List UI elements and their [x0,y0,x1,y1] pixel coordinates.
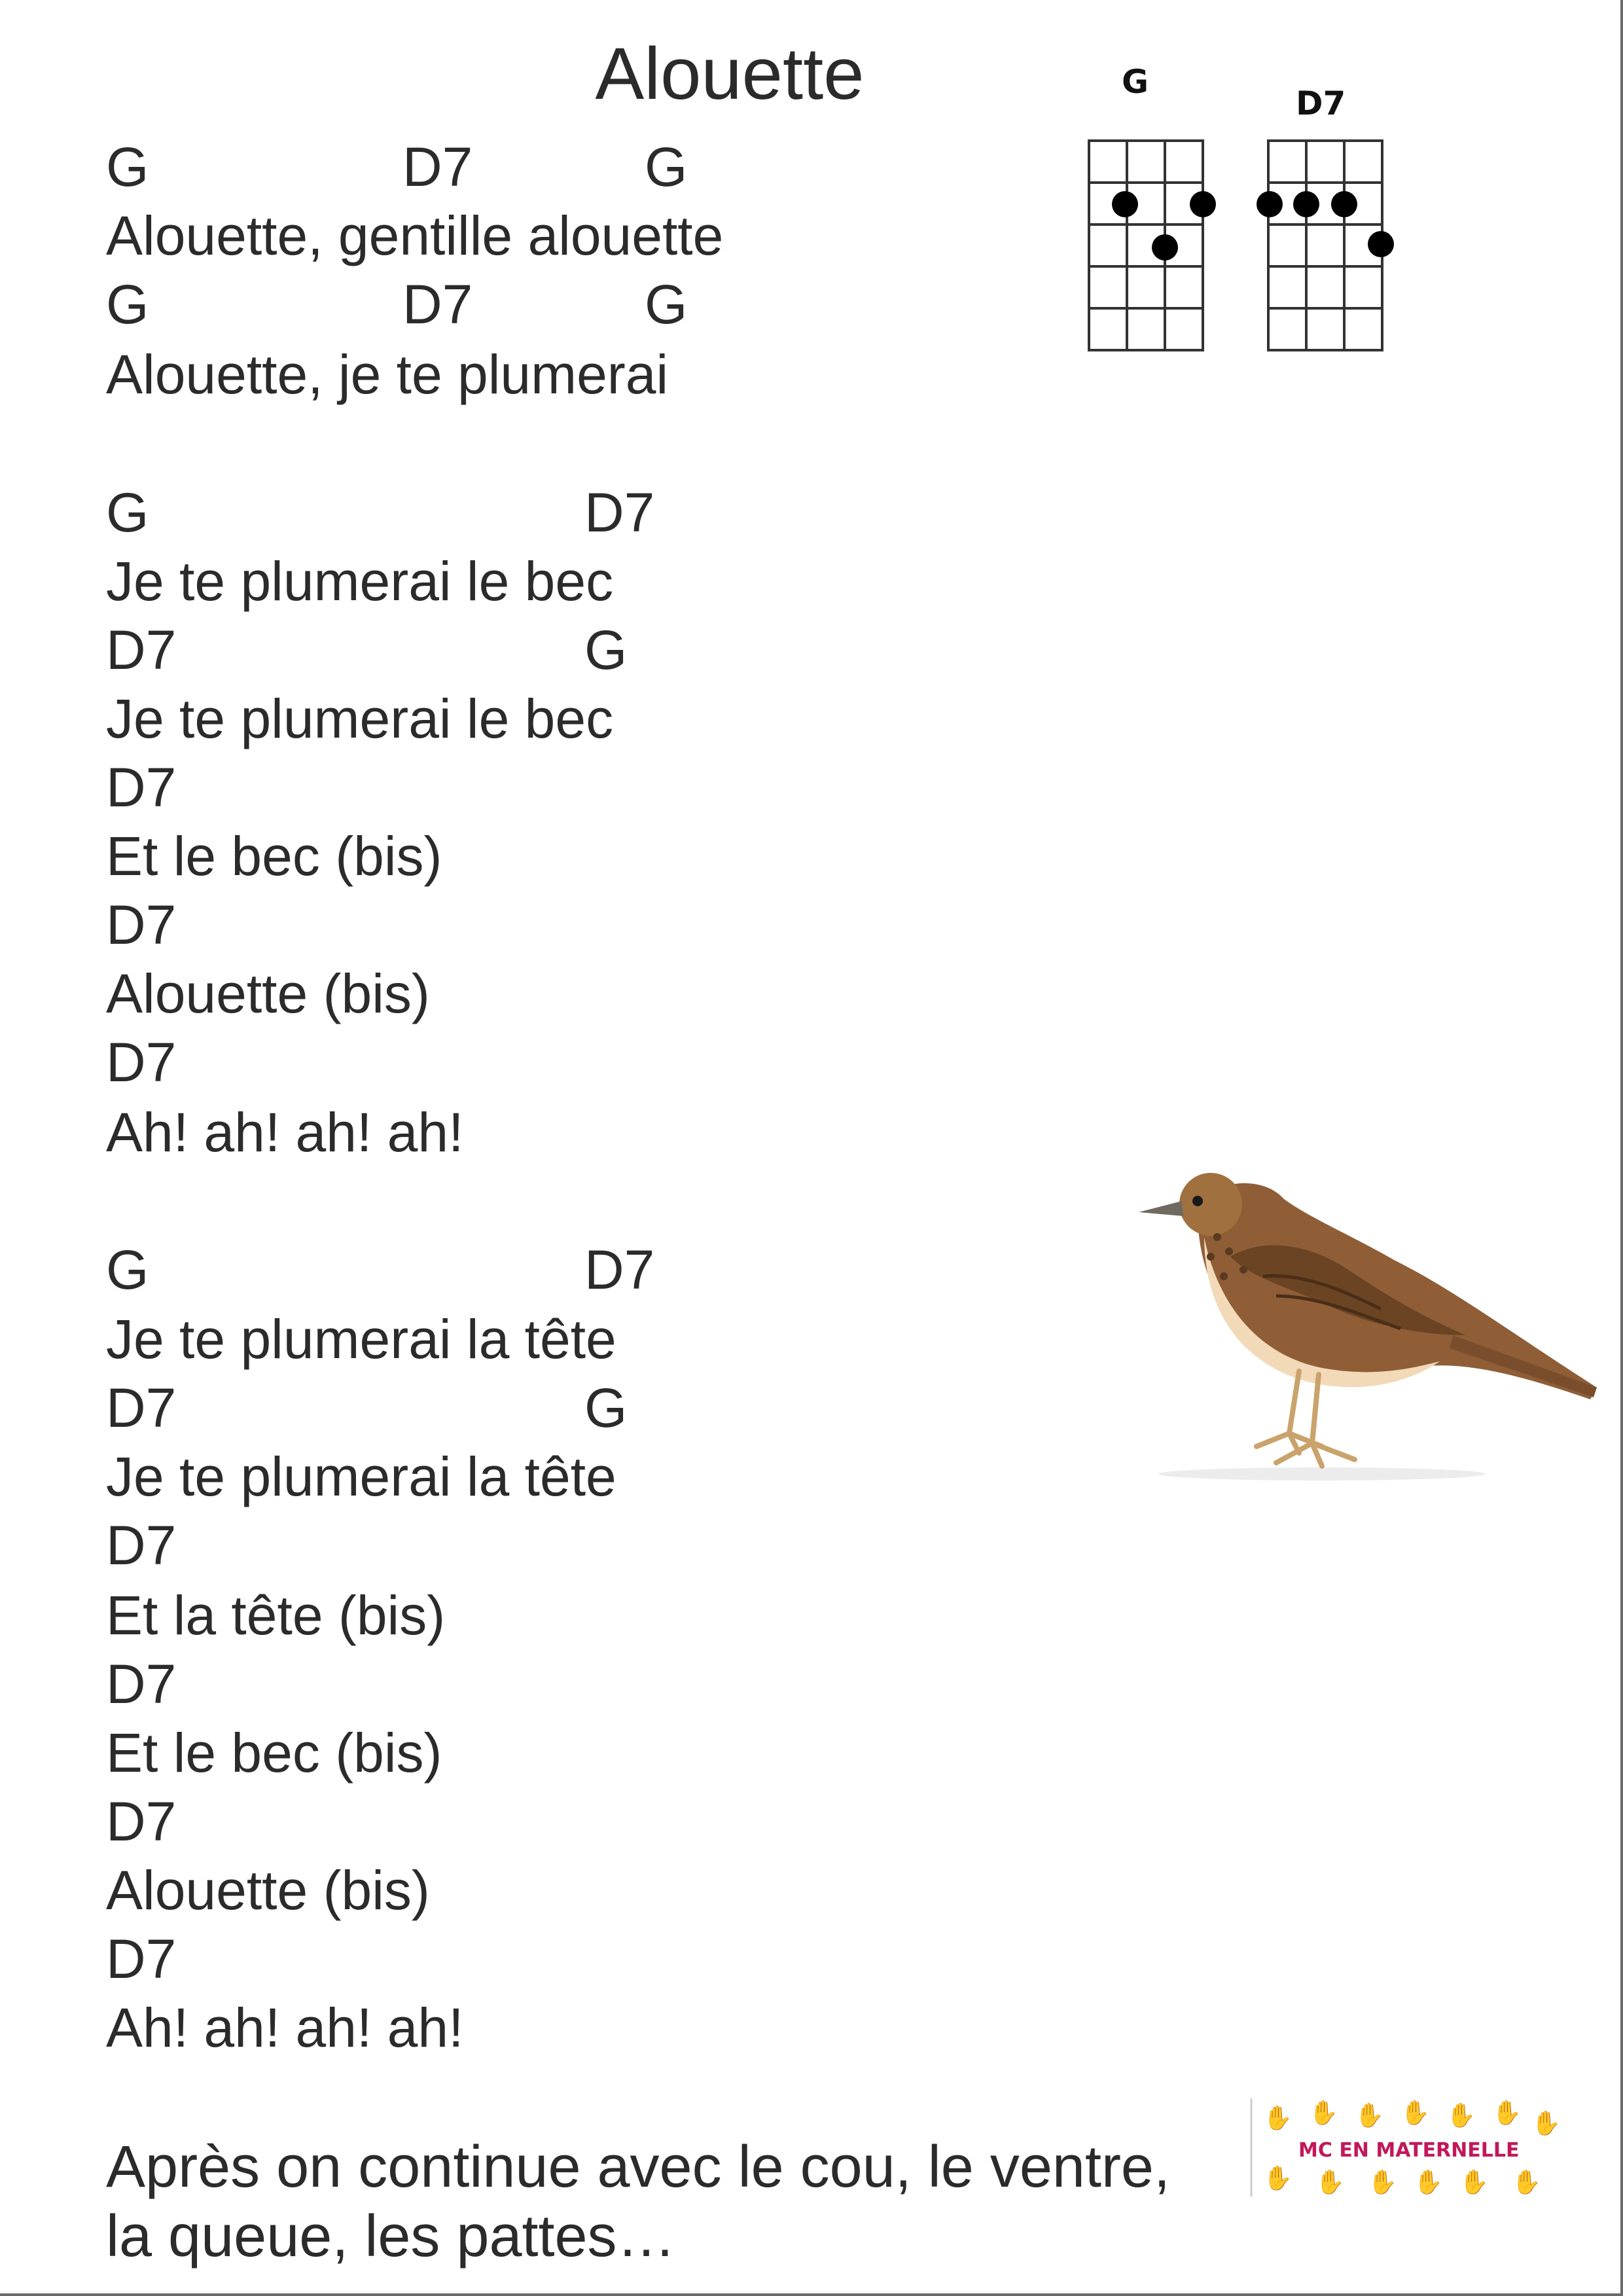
page-title: Alouette [595,33,865,115]
svg-text:✋: ✋ [1309,2100,1338,2126]
chord: D7 [106,619,177,681]
chord: D7 [106,1377,177,1439]
svg-text:✋: ✋ [1315,2169,1345,2196]
logo-text: MC EN MATERNELLE [1298,2139,1520,2162]
lyric-line: Ah! ah! ah! ah! [106,1997,464,2058]
svg-text:✋: ✋ [1355,2102,1384,2129]
lyric-line: Je te plumerai la tête [106,1446,616,1507]
chord: D7 [402,274,473,335]
svg-text:✋: ✋ [1263,2105,1293,2132]
lark-illustration [1113,1139,1610,1505]
chord: D7 [584,482,655,543]
lyric-line: Et le bec (bis) [106,1722,442,1784]
chord-diagram-d7 [1257,134,1400,357]
footer-line-1: Après on continue avec le cou, le ventre, [106,2134,1170,2200]
chord: D7 [106,1928,177,1990]
lyric-line: Alouette, gentille alouette [106,205,724,266]
footer-line-2: la queue, les pattes… [106,2204,676,2269]
svg-text:✋: ✋ [1368,2169,1397,2196]
chord: D7 [106,1653,177,1715]
chord: D7 [106,894,177,956]
svg-text:✋: ✋ [1263,2165,1293,2192]
chord: G [645,274,688,335]
lyric-line: Alouette, je te plumerai [106,344,669,405]
lyric-line: Et la tête (bis) [106,1585,446,1646]
chord: G [584,1377,628,1439]
svg-text:✋: ✋ [1459,2169,1489,2196]
chord: D7 [402,136,473,198]
svg-text:✋: ✋ [1512,2169,1541,2196]
chord-diagram-g-label: G [1122,63,1149,101]
lyric-line: Je te plumerai la tête [106,1308,616,1370]
chord: G [645,136,688,198]
mc-en-maternelle-logo [1243,2094,1561,2199]
chord: G [106,482,149,543]
lyric-line: Alouette (bis) [106,963,430,1024]
svg-text:✋: ✋ [1531,2110,1561,2137]
svg-text:✋: ✋ [1446,2102,1476,2129]
lyric-line: Et le bec (bis) [106,825,442,887]
lyric-line: Ah! ah! ah! ah! [106,1102,464,1163]
chord: G [584,619,628,681]
chord: G [106,274,149,335]
chord: G [106,136,149,198]
chord: D7 [106,1791,177,1852]
chord: G [106,1239,149,1300]
chord-diagram-d7-label: D7 [1296,84,1346,122]
chord: D7 [106,757,177,818]
chord: D7 [106,1031,177,1093]
svg-text:✋: ✋ [1400,2100,1430,2126]
chord: D7 [584,1239,655,1300]
svg-text:✋: ✋ [1414,2169,1443,2196]
lyric-line: Je te plumerai le bec [106,550,614,612]
svg-text:✋: ✋ [1492,2100,1522,2126]
footer-note [106,2132,1170,2271]
chord: D7 [106,1515,177,1576]
lyric-line: Alouette (bis) [106,1859,430,1921]
lyric-line: Je te plumerai le bec [106,688,614,749]
chord-diagram-g [1080,134,1211,357]
